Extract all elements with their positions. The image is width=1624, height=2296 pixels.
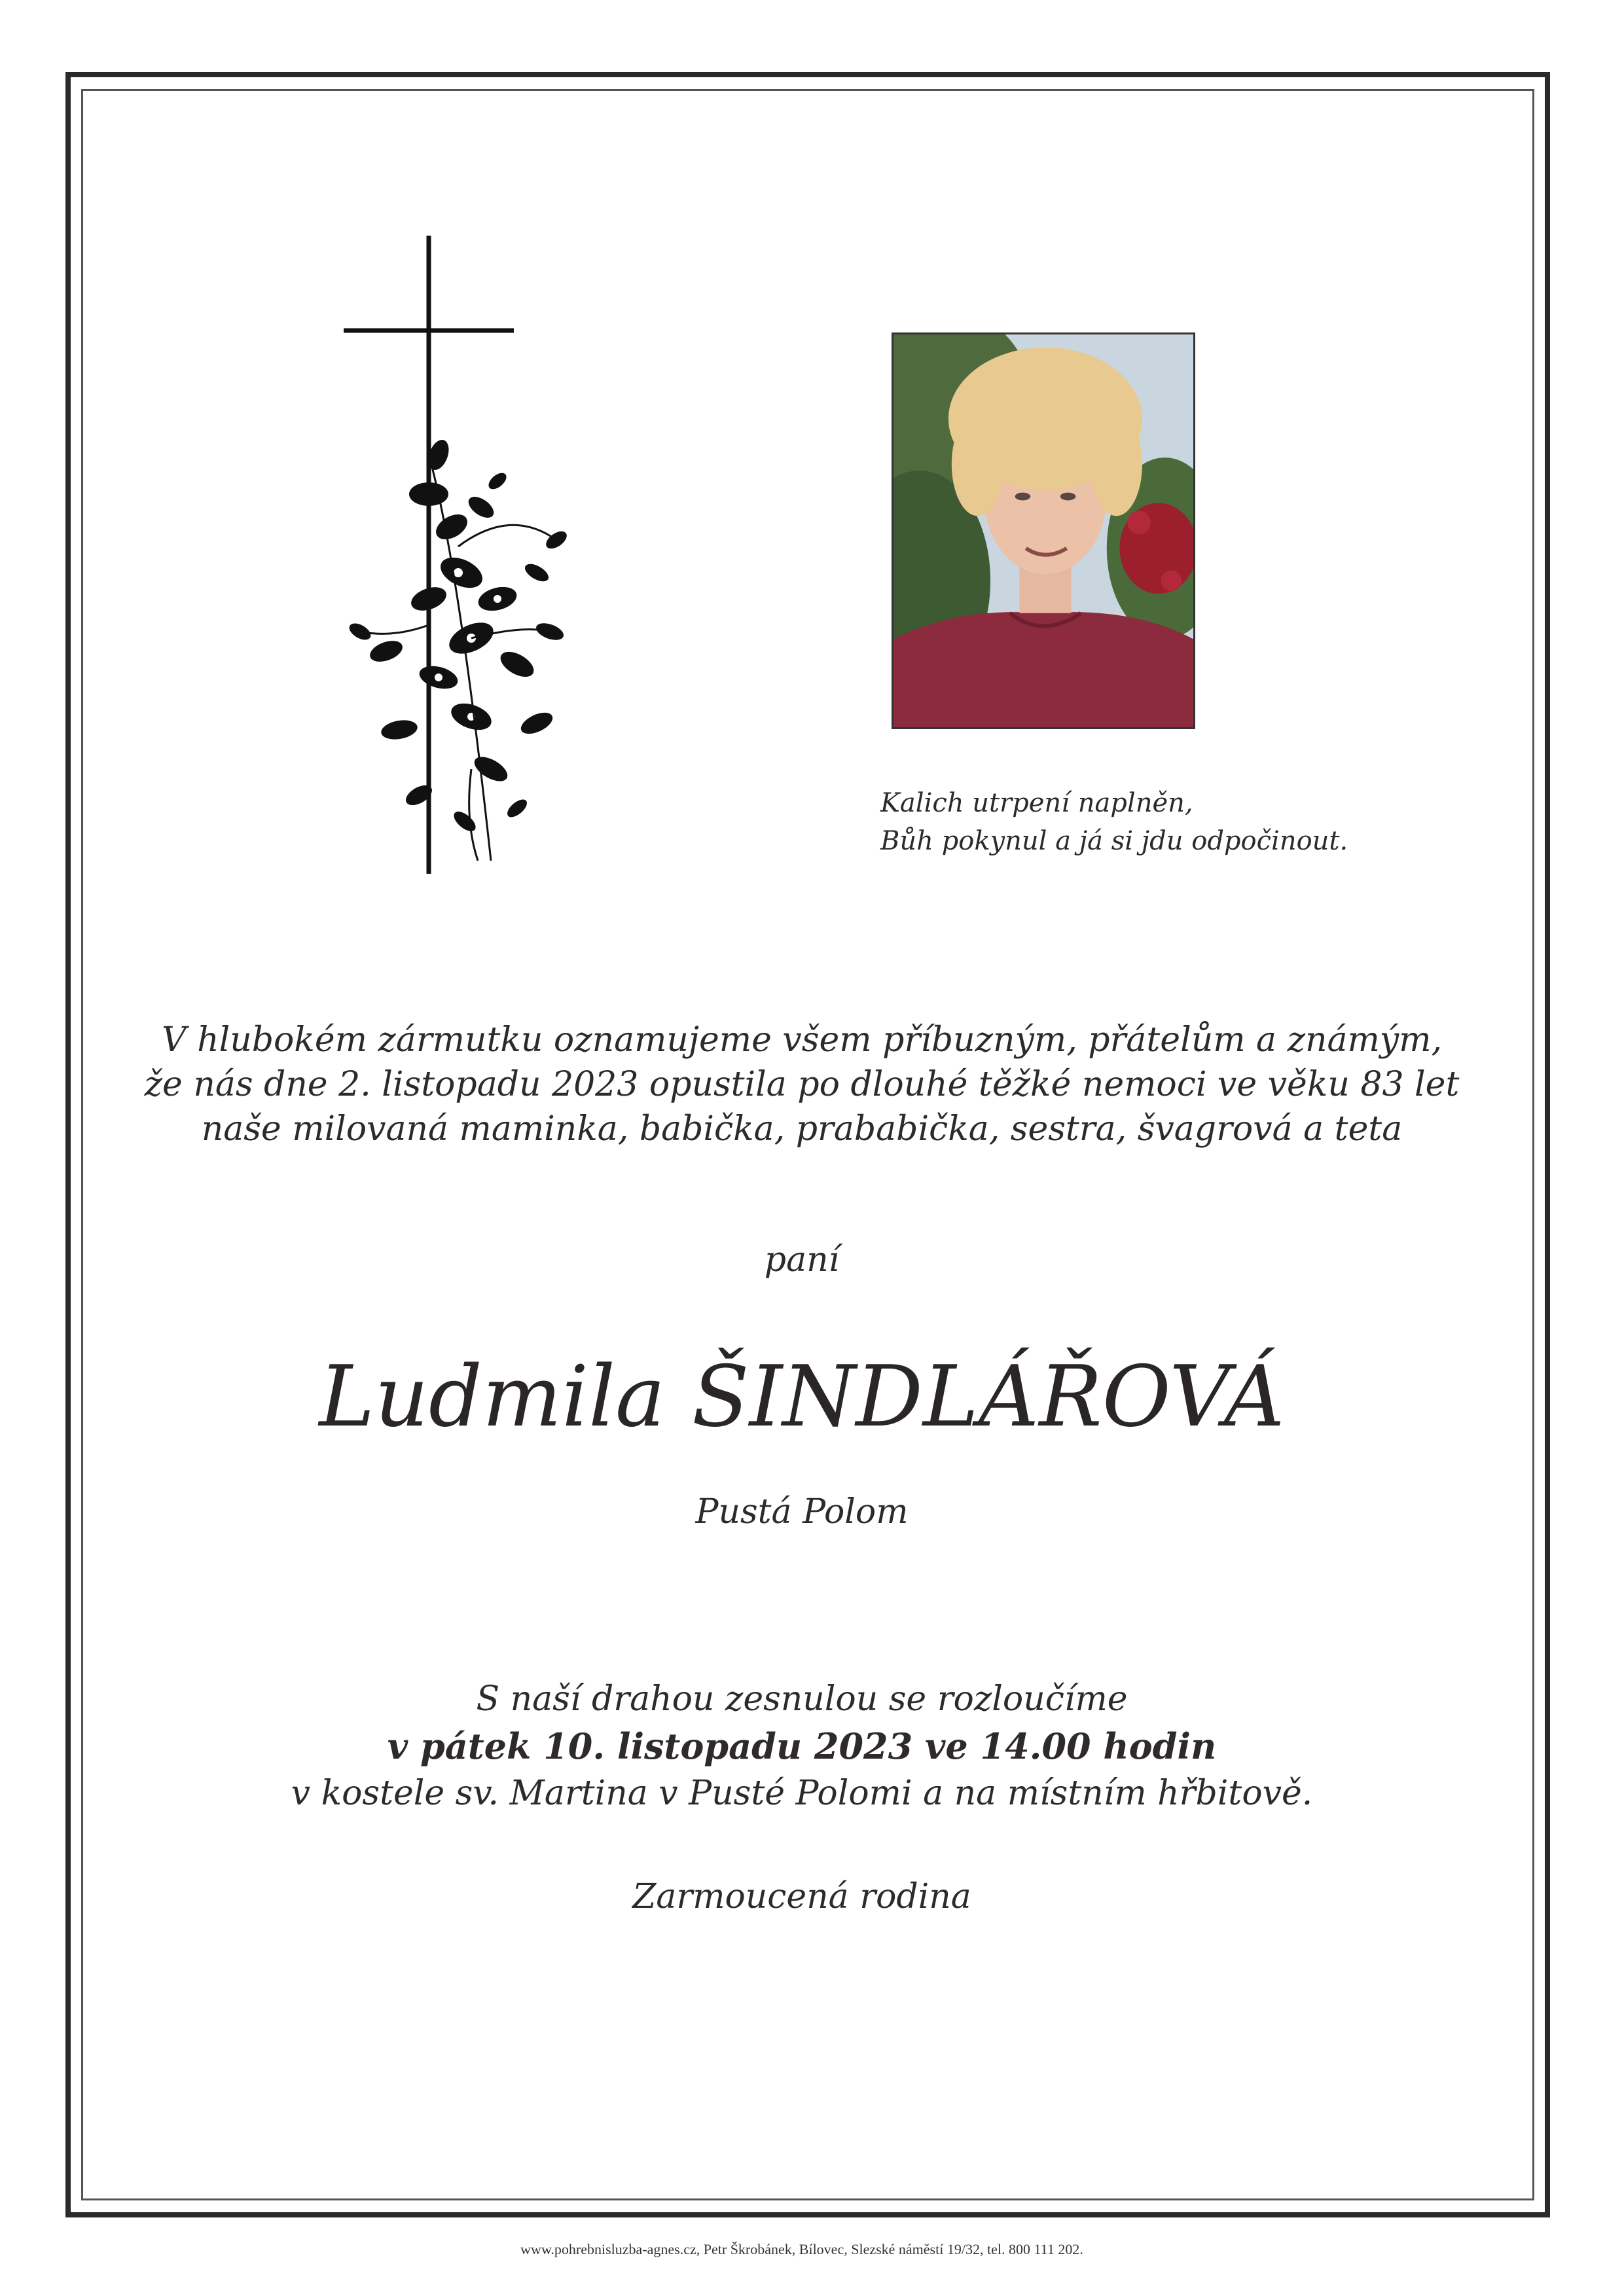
motto-line: Bůh pokynul a já si jdu odpočinout. <box>880 826 1348 856</box>
ceremony-line: S naší drahou zesnulou se rozloučíme <box>476 1679 1128 1719</box>
announcement <box>131 1018 1473 1151</box>
residence: Pustá Polom <box>695 1492 909 1532</box>
announcement-line: V hlubokém zármutku oznamujeme všem příbuzným, přátelům a známým, <box>162 1020 1442 1060</box>
deceased-name: Ludmila ŠINDLÁŘOVÁ <box>319 1348 1285 1446</box>
footer: www.pohrebnisluzba-agnes.cz, Petr Škrobánek, Bílovec, Slezské náměstí 19/32, tel. 800 111 202. <box>520 2241 1083 2257</box>
ceremony-line: v kostele sv. Martina v Pusté Polomi a na místním hřbitově. <box>291 1774 1313 1813</box>
portrait-photo <box>892 332 1195 729</box>
ceremony-date: v pátek 10. listopadu 2023 ve 14.00 hodin <box>387 1725 1217 1767</box>
signature: Zarmoucená rodina <box>632 1877 971 1916</box>
announcement-line: že nás dne 2. listopadu 2023 opustila po dlouhé těžké nemoci ve věku 83 let <box>144 1065 1460 1104</box>
ceremony-info <box>131 1676 1473 1817</box>
honorific: paní <box>764 1240 840 1280</box>
announcement-line: naše milovaná maminka, babička, prababička, sestra, švagrová a teta <box>201 1109 1403 1149</box>
cross-with-flowers-icon <box>340 232 615 887</box>
motto-line: Kalich utrpení naplněn, <box>880 788 1193 818</box>
motto <box>880 784 1417 860</box>
